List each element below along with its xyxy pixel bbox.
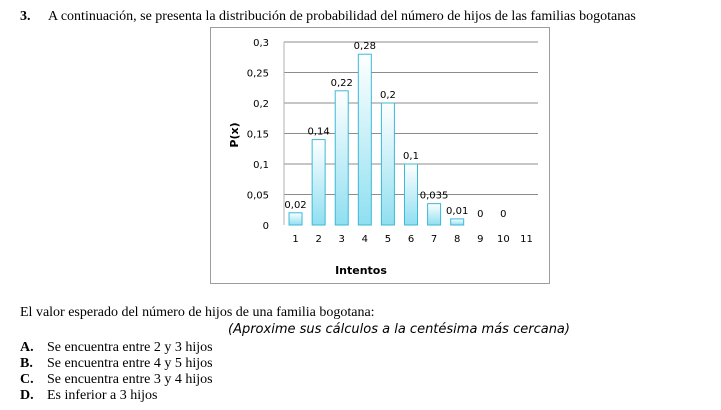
y-tick-label: 0 — [262, 221, 269, 232]
probability-chart — [210, 27, 550, 284]
x-tick-label: 6 — [407, 234, 415, 245]
option-b[interactable] — [20, 356, 213, 372]
x-tick-label: 10 — [496, 234, 510, 245]
bar-value-label: 0,2 — [379, 90, 396, 101]
bar — [335, 91, 348, 225]
x-tick-label: 5 — [384, 234, 392, 245]
bar-value-label: 0,28 — [353, 41, 376, 53]
option-text: Se encuentra entre 2 y 3 hijos — [47, 340, 213, 355]
question-hint: (Aproxime sus cálculos a la centésima más cercana) — [228, 322, 570, 337]
option-letter: A. — [20, 340, 34, 355]
y-axis-label: P(x) — [228, 122, 241, 148]
bar-value-label: 0,14 — [307, 126, 330, 138]
option-c[interactable] — [20, 372, 213, 388]
bar-value-label: 0 — [500, 208, 507, 220]
x-tick-label: 7 — [430, 234, 438, 245]
y-tick-label: 0,2 — [253, 99, 269, 110]
y-tick-labels — [247, 38, 269, 232]
option-a[interactable] — [20, 340, 213, 356]
bar-value-label: 0,02 — [284, 199, 307, 211]
option-d[interactable] — [20, 388, 213, 404]
bar — [428, 204, 441, 225]
y-tick-label: 0,25 — [246, 68, 269, 80]
y-tick-label: 0,15 — [246, 129, 269, 141]
bar — [451, 219, 464, 225]
option-letter: B. — [20, 356, 33, 371]
option-text: Es inferior a 3 hijos — [47, 388, 158, 403]
y-tick-label: 0,1 — [253, 160, 269, 171]
question-number: 3. — [20, 9, 31, 24]
chart-svg — [211, 28, 551, 285]
x-tick-label: 3 — [338, 234, 345, 245]
bar-value-label: 0,035 — [419, 190, 449, 202]
bar — [381, 103, 394, 225]
bar — [405, 164, 418, 225]
option-text: Se encuentra entre 4 y 5 hijos — [47, 356, 213, 371]
x-tick-label: 2 — [315, 234, 322, 245]
bar-value-label: 0,22 — [330, 77, 353, 89]
bar-value-label: 0,01 — [446, 205, 469, 217]
answer-options — [20, 340, 213, 404]
y-tick-label: 0,05 — [246, 190, 269, 202]
question-prompt — [20, 9, 636, 25]
question-stem: El valor esperado del número de hijos de una familia bogotana: — [20, 305, 375, 320]
option-letter: C. — [20, 372, 34, 387]
x-tick-label: 1 — [292, 234, 299, 245]
x-tick-label: 8 — [453, 234, 461, 245]
y-tick-label: 0,3 — [253, 38, 269, 49]
bar — [289, 213, 302, 225]
option-letter: D. — [20, 388, 34, 403]
bar-value-label: 0,1 — [403, 151, 419, 162]
option-text: Se encuentra entre 3 y 4 hijos — [47, 372, 213, 387]
x-tick-label: 4 — [361, 234, 369, 245]
x-tick-label: 9 — [477, 234, 484, 245]
x-axis-label: Intentos — [335, 264, 387, 277]
x-tick-label: 11 — [520, 234, 533, 245]
bar — [312, 140, 325, 225]
x-tick-labels — [292, 234, 532, 245]
question-prompt-text: A continuación, se presenta la distribución de probabilidad del número de hijos de las familias bogotanas — [48, 9, 636, 24]
bar-value-label: 0 — [477, 208, 484, 220]
bar — [358, 54, 371, 225]
